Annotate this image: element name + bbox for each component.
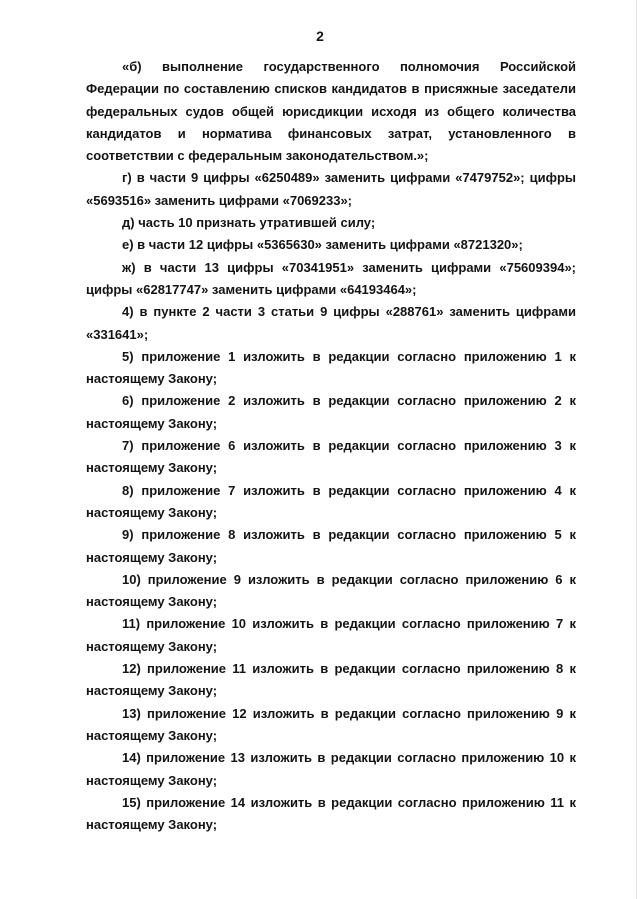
paragraph-14: 12) приложение 11 изложить в редакции согласно приложению 8 к настоящему Закону;: [86, 661, 576, 699]
paragraph-8: 6) приложение 2 изложить в редакции согласно приложению 2 к настоящему Закону;: [86, 393, 576, 431]
paragraph-6: 4) в пункте 2 части 3 статьи 9 цифры «288761» заменить цифрами «331641»;: [86, 304, 576, 342]
scan-edge-line: [636, 0, 637, 899]
paragraph-16: 14) приложение 13 изложить в редакции согласно приложению 10 к настоящему Закону;: [86, 750, 576, 788]
paragraph-10: 8) приложение 7 изложить в редакции согласно приложению 4 к настоящему Закону;: [86, 482, 576, 520]
paragraph-2: г) в части 9 цифры «6250489» заменить цифрами «7479752»; цифры «5693516» заменить цифрами «7069233»;: [86, 170, 576, 208]
paragraph-5: ж) в части 13 цифры «70341951» заменить цифрами «75609394»; цифры «62817747» заменить цифрами «64193464»;: [86, 259, 576, 297]
document-body: [86, 56, 576, 836]
paragraph-11: 9) приложение 8 изложить в редакции согласно приложению 5 к настоящему Закону;: [86, 527, 576, 565]
paragraph-7: 5) приложение 1 изложить в редакции согласно приложению 1 к настоящему Закону;: [86, 348, 576, 387]
paragraph-4: е) в части 12 цифры «5365630» заменить цифрами «8721320»;: [122, 237, 523, 253]
page-number: 2: [316, 28, 324, 44]
paragraph-12: 10) приложение 9 изложить в редакции согласно приложению 6 к настоящему Закону;: [86, 571, 576, 610]
paragraph-17: 15) приложение 14 изложить в редакции согласно приложению 11 к настоящему Закону;: [86, 794, 576, 833]
paragraph-15: 13) приложение 12 изложить в редакции согласно приложению 9 к настоящему Закону;: [86, 705, 576, 743]
paragraph-1: «б) выполнение государственного полномочия Российской Федерации по составлению списков кандидатов в присяжные заседатели федеральных судов общей юрисдикции исходя из общего количества кандидатов и норматива финансовых затрат, установленного в соответствии с федеральным законодательством.»;: [86, 59, 576, 164]
paragraph-13: 11) приложение 10 изложить в редакции согласно приложению 7 к настоящему Закону;: [86, 616, 576, 654]
paragraph-3: д) часть 10 признать утратившей силу;: [122, 215, 376, 231]
paragraph-9: 7) приложение 6 изложить в редакции согласно приложению 3 к настоящему Закону;: [86, 438, 576, 476]
